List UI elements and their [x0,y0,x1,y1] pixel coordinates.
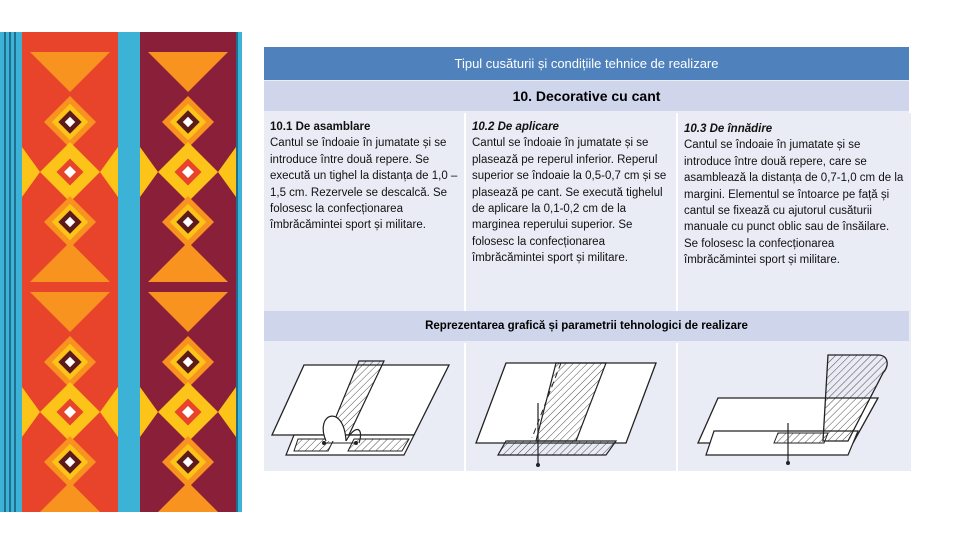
table-header: Tipul cusăturii și condițiile tehnice de realizare [264,47,909,80]
column-title: 10.1 De asamblare [270,121,371,133]
column-title: 10.2 De aplicare [472,121,559,133]
folk-embroidery-pattern-icon [0,32,242,512]
column-text: Cantul se îndoaie în jumatate și se introduce între două repere, care se asamblează la distanța de 0,7-1,0 cm de la margini. Elementul se întoarce pe față și cantul se fixează cu ajutorul cusăturii manuale cu punct oblic sau de însăilare. Se folosesc la confecționarea îmbrăcămintei sport și militare. [684,139,904,267]
graphic-section-title: Reprezentarea grafică și parametrii tehnologici de realizare [264,311,909,341]
seam-table [263,46,910,472]
column-text: Cantul se îndoaie în jumatate și se plasează pe reperul inferior. Reperul superior se îndoaie la 0,5-0,7 cm și se plasează pe cant. Se execută tighelul de aplicare la 0,1-0,2 cm de la marginea reperului superior. Se folosesc la confecționarea îmbrăcămintei sport și militare. [472,137,667,265]
seam-joining-diagram-icon [678,343,911,471]
folk-pattern-panel [0,32,242,512]
column-title: 10.3 De înnădire [684,123,773,135]
seam-application-diagram-icon [466,343,676,471]
seam-assembly-diagram-icon [264,343,464,471]
column-text: Cantul se îndoaie în jumatate și se introduce între două repere. Se execută un tighel la distanța de 1,0 – 1,5 cm. Rezervele se descalcă. Se folosesc la confecționarea îmbrăcămintei sport și militare. [270,137,458,232]
diagram-row [264,343,909,471]
section-title: 10. Decorative cu cant [264,81,909,111]
